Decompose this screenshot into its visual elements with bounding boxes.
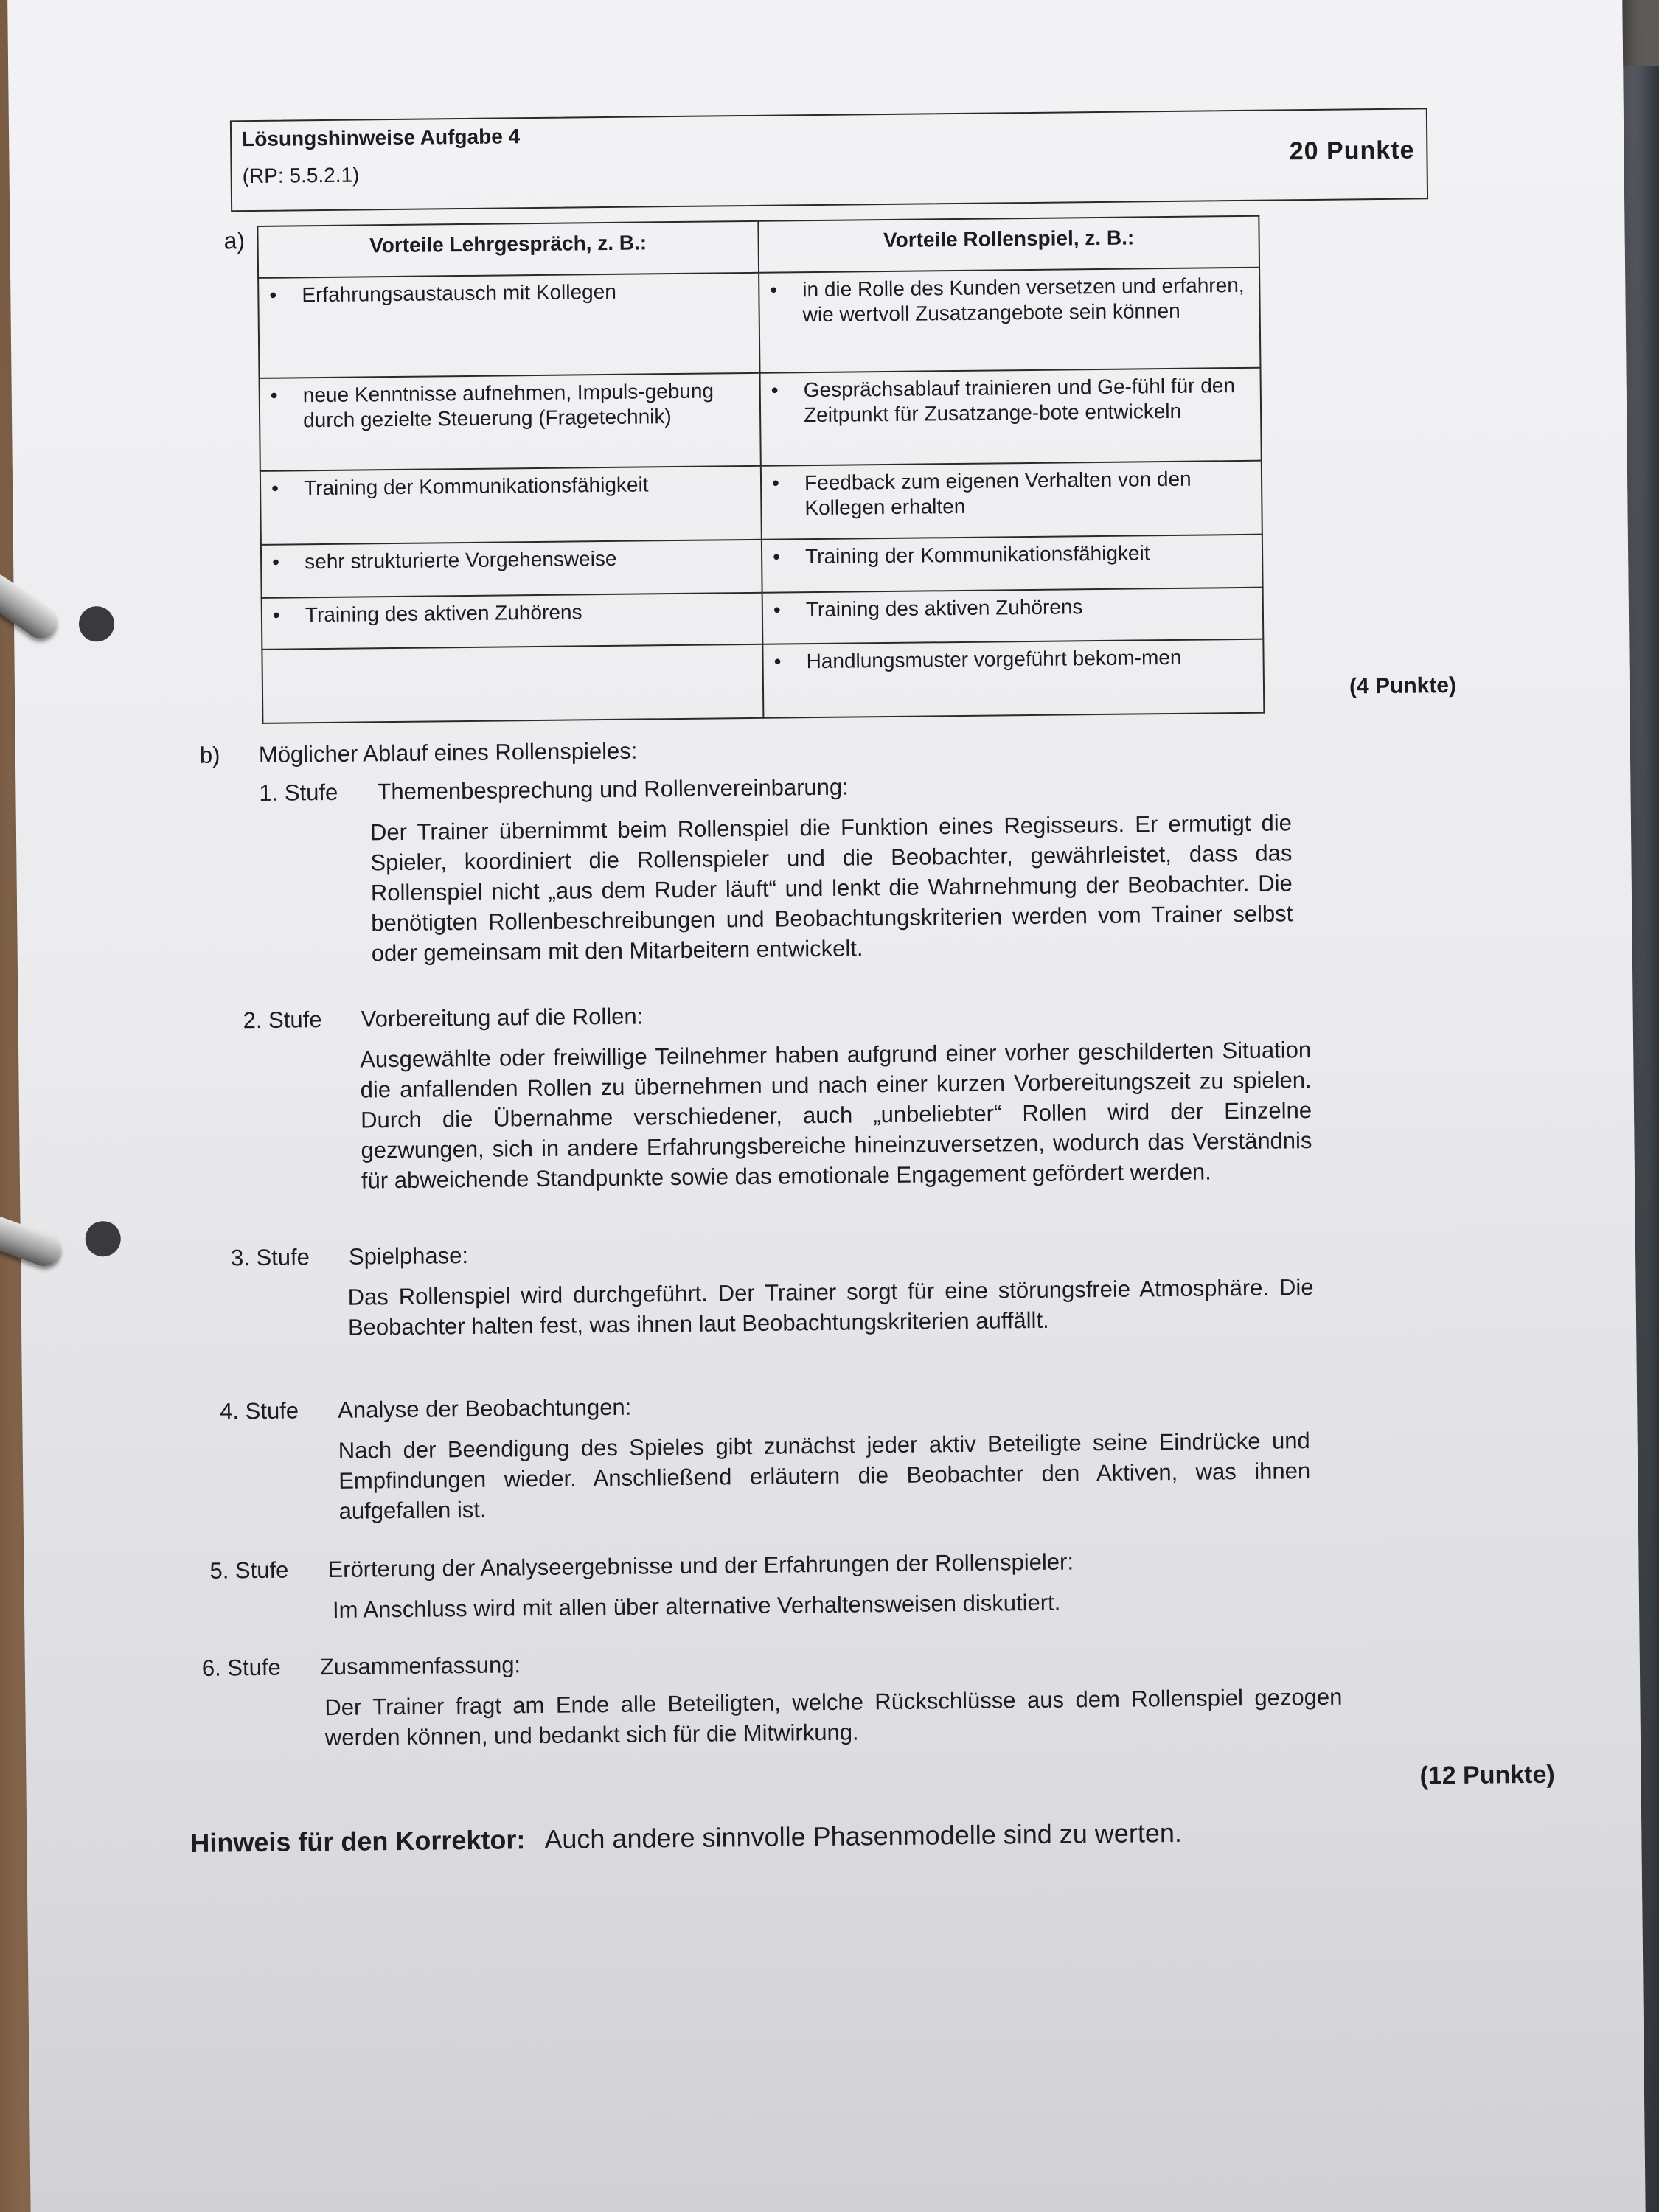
table-row [258,268,1260,378]
cell-text: Erfahrungsaustausch mit Kollegen [302,279,616,307]
stage-number: 4. Stufe [220,1397,299,1425]
rollenspiel-cell [760,368,1262,466]
advantages-table [257,215,1265,724]
stage-text: Ausgewählte oder freiwillige Teilnehmer haben aufgrund einer vorher geschilderten Situation die anfallenden Rollen zu übernehmen und nach einer kurzen Vorbereitungszeit zu spielen. Durch die Übernahme verschiedener, auch „unbeliebter“ Rollen wird der Einzelne gezwungen, sich in andere Erfahrungsbereiche hineinzuversetzen, wodurch das Verständnis für abweichende Standpunkte sowie das emotionale Engagement gefördert werden. [360,1037,1312,1194]
stage-6 [202,1644,1343,1754]
stage-text: Das Rollenspiel wird durchgeführt. Der Trainer sorgt für eine störungsfreie Atmosphäre. Die Beobachter halten fest, was ihnen laut Beobachtungskriterien auffällt. [347,1274,1314,1340]
stage-number: 3. Stufe [230,1244,310,1271]
stage-heading: Analyse der Beobachtungen: [338,1394,632,1423]
stage-text: Im Anschluss wird mit allen über alternative Verhaltensweisen diskutiert. [332,1589,1061,1623]
corrector-note [190,1818,1182,1859]
stage-number: 2. Stufe [243,1006,322,1034]
cell-text: neue Kenntnisse aufnehmen, Impuls-gebung durch gezielte Steuerung (Fragetechnik) [302,379,714,432]
rollenspiel-cell [759,268,1260,373]
cell-text: Training der Kommunikationsfähigkeit [303,473,649,500]
task-reference: (RP: 5.5.2.1) [242,163,360,188]
stage-heading-row [220,1387,1310,1425]
lehrgespraech-cell [262,644,763,723]
stage-heading: Themenbesprechung und Rollenvereinbarung: [377,773,849,805]
lehrgespraech-cell [261,540,762,598]
part-b-points: (12 Punkte) [1419,1760,1555,1790]
bullet-icon: • [770,278,778,302]
corrector-note-label: Hinweis für den Korrektor: [190,1824,526,1859]
stage-heading-row [202,1644,1342,1682]
rollenspiel-cell [761,461,1262,540]
stage-number: 5. Stufe [209,1557,289,1584]
document-page [7,0,1646,2212]
stage-heading: Vorbereitung auf die Rollen: [361,1003,644,1032]
task-header [230,108,1428,212]
table-row [260,368,1262,471]
cell-text: sehr strukturierte Vorgehensweise [304,546,617,574]
stage-4 [220,1387,1311,1527]
stage-1 [259,769,1293,970]
cell-text: Handlungsmuster vorgeführt bekom-men [806,645,1182,673]
advantages-table-wrap [257,215,1265,724]
rollenspiel-cell [762,639,1264,718]
stage-5 [209,1546,1313,1627]
bullet-icon: • [269,283,277,307]
table-row [260,461,1262,545]
task-title: Lösungshinweise Aufgabe 4 [241,125,521,151]
cell-text: Training des aktiven Zuhörens [305,600,582,627]
bullet-icon: • [772,545,781,568]
bullet-icon: • [773,650,782,673]
lehrgespraech-cell [260,373,761,471]
bullet-icon: • [773,598,781,622]
stage-text: Der Trainer fragt am Ende alle Beteiligten, welche Rückschlüsse aus dem Rollenspiel gezogen werden können, und bedankt sich für die Mitwirkung. [324,1683,1343,1751]
stage-heading-row [259,769,1291,807]
punch-hole [79,606,115,642]
stage-heading-row [243,996,1310,1034]
cell-text: Feedback zum eigenen Verhalten von den Kollegen erhalten [804,467,1192,520]
stage-2 [243,996,1312,1197]
stage-heading: Spielphase: [348,1242,469,1270]
stage-heading: Zusammenfassung: [319,1652,521,1680]
part-b-title: Möglicher Ablauf eines Rollenspieles: [258,737,638,768]
stage-number: 1. Stufe [259,779,338,806]
stage-text: Nach der Beendigung des Spieles gibt zunächst jeder aktiv Beteiligte seine Eindrücke und Empfindungen wieder. Anschließend erläutern die Beobachter den Aktiven, was ihnen aufgefallen ist. [338,1427,1311,1524]
stage-heading-row [209,1546,1312,1585]
lehrgespraech-cell [262,593,763,650]
column-header: Vorteile Rollenspiel, z. B.: [758,216,1259,273]
bullet-icon: • [270,383,278,407]
bullet-icon: • [771,471,780,495]
rollenspiel-cell [762,588,1264,644]
punch-hole [86,1221,122,1257]
rollenspiel-cell [762,535,1263,593]
bullet-icon: • [771,378,779,402]
stage-3 [231,1234,1314,1343]
part-a-label: a) [223,227,246,254]
stage-heading-row [231,1234,1313,1271]
table-body [258,268,1264,723]
stage-text: Der Trainer übernimmt beim Rollenspiel die Funktion eines Regisseurs. Er ermutigt die Spieler, koordiniert die Rollenspieler und die Beobachter, gewährleistet, dass das Rollenspiel nicht „aus dem Ruder läuft“ und lenkt die Wahrnehmung der Beobachter. Die benötigten Rollenbeschreibungen und Beobachtungskriterien werden vom Trainer selbst oder gemeinsam mit den Mitarbeitern entwickelt. [369,810,1293,967]
task-points: 20 Punkte [1289,136,1415,166]
table-row [262,639,1264,723]
lehrgespraech-cell [258,273,759,378]
cell-text: in die Rolle des Kunden versetzen und erfahren, wie wertvoll Zusatzangebote sein können [802,273,1245,327]
cell-text: Gesprächsablauf trainieren und Ge-fühl für den Zeitpunkt für Zusatzange-bote entwickeln [803,374,1236,427]
stage-number: 6. Stufe [201,1654,281,1681]
bullet-icon: • [271,476,279,500]
column-header: Vorteile Lehrgespräch, z. B.: [257,221,759,278]
stage-heading: Erörterung der Analyseergebnisse und der Erfahrungen der Rollenspieler: [327,1548,1074,1583]
part-b-label: b) [199,742,220,768]
corrector-note-text: Auch andere sinnvolle Phasenmodelle sind zu werten. [544,1817,1183,1854]
bullet-icon: • [272,603,280,627]
cell-text: Training des aktiven Zuhörens [805,595,1083,622]
cell-text: Training der Kommunikationsfähigkeit [804,541,1150,568]
part-a-points: (4 Punkte) [1349,672,1457,699]
bullet-icon: • [271,550,280,574]
lehrgespraech-cell [260,466,762,545]
